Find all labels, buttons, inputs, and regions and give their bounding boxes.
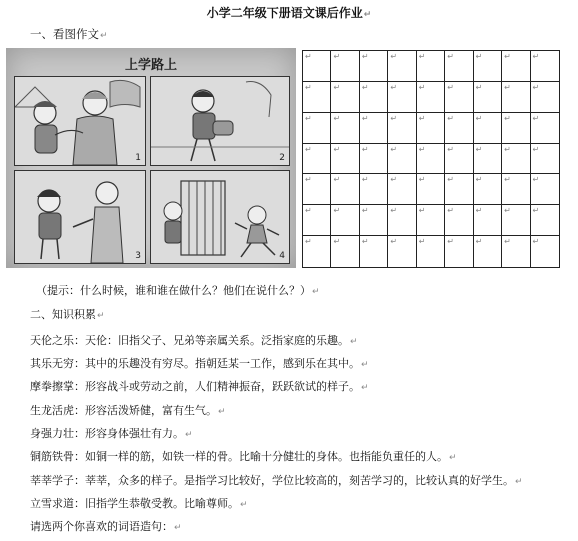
grid-cell[interactable]: ↵: [360, 205, 388, 236]
girl-and-man-illustration: [15, 171, 145, 263]
section-2-heading: 二、知识积累↵: [30, 308, 105, 321]
grid-cell[interactable]: ↵: [303, 113, 331, 144]
grid-cell[interactable]: ↵: [331, 51, 359, 82]
grid-cell[interactable]: ↵: [445, 236, 473, 267]
entry-line: 立雪求道：旧指学生恭敬受教。比喻尊师。↵: [30, 497, 248, 510]
grid-cell[interactable]: ↵: [388, 236, 416, 267]
comic-panel-3: [14, 170, 146, 264]
sentence-prompt: 请选两个你喜欢的词语造句：↵: [30, 520, 182, 533]
grid-cell[interactable]: ↵: [531, 113, 559, 144]
panel-number: 4: [279, 251, 285, 261]
grid-cell[interactable]: ↵: [303, 205, 331, 236]
panel-number: 2: [279, 153, 285, 163]
grid-cell[interactable]: ↵: [531, 82, 559, 113]
grid-cell[interactable]: ↵: [388, 82, 416, 113]
grid-cell[interactable]: ↵: [417, 174, 445, 205]
document-title: 小学二年级下册语文课后作业↵: [206, 6, 372, 20]
grid-cell[interactable]: ↵: [303, 236, 331, 267]
grid-cell[interactable]: ↵: [474, 82, 502, 113]
grid-cell[interactable]: ↵: [474, 205, 502, 236]
entry-line: 铜筋铁骨：如铜一样的筋，如铁一样的骨。比喻十分健壮的身体。也指能负重任的人。↵: [30, 450, 457, 463]
grid-cell[interactable]: ↵: [331, 236, 359, 267]
grid-cell[interactable]: ↵: [417, 236, 445, 267]
grid-cell[interactable]: ↵: [331, 82, 359, 113]
entry-line: 生龙活虎：形容活泼矫健，富有生气。↵: [30, 404, 226, 417]
grid-cell[interactable]: ↵: [360, 236, 388, 267]
grid-cell[interactable]: ↵: [502, 144, 530, 175]
grid-cell[interactable]: ↵: [331, 144, 359, 175]
entry-line: 天伦之乐：天伦：旧指父子、兄弟等亲属关系。泛指家庭的乐趣。↵: [30, 334, 358, 347]
grid-cell[interactable]: ↵: [502, 205, 530, 236]
grid-cell[interactable]: ↵: [303, 82, 331, 113]
comic-panel-4: [150, 170, 290, 264]
grid-cell[interactable]: ↵: [360, 82, 388, 113]
entry-line: 身强力壮：形容身体强壮有力。↵: [30, 427, 193, 440]
grandma-and-girl-illustration: [15, 77, 145, 165]
grid-cell[interactable]: ↵: [417, 113, 445, 144]
grid-cell[interactable]: ↵: [303, 144, 331, 175]
grid-cell[interactable]: ↵: [303, 51, 331, 82]
grid-cell[interactable]: ↵: [474, 144, 502, 175]
entry-line: 莘莘学子：莘莘，众多的样子。是指学习比较好，学位比较高的，刻苦学习的，比较认真的好学生。↵: [30, 474, 523, 487]
section-1-heading: 一、看图作文↵: [30, 27, 108, 41]
grid-cell[interactable]: ↵: [303, 174, 331, 205]
grid-cell[interactable]: ↵: [360, 144, 388, 175]
grid-cell[interactable]: ↵: [474, 51, 502, 82]
grid-cell[interactable]: ↵: [531, 144, 559, 175]
entry-line: 摩拳擦掌：形容战斗或劳动之前，人们精神振奋，跃跃欲试的样子。↵: [30, 380, 369, 393]
grid-cell[interactable]: ↵: [445, 174, 473, 205]
grid-cell[interactable]: ↵: [531, 51, 559, 82]
entry-line: 其乐无穷：其中的乐趣没有穷尽。指朝廷某一工作，感到乐在其中。↵: [30, 357, 369, 370]
grid-cell[interactable]: ↵: [445, 51, 473, 82]
panel-number: 3: [135, 251, 141, 261]
grid-cell[interactable]: ↵: [331, 174, 359, 205]
panel-number: 1: [135, 153, 141, 163]
school-gate-illustration: [151, 171, 289, 263]
grid-cell[interactable]: ↵: [388, 205, 416, 236]
grid-cell[interactable]: ↵: [417, 51, 445, 82]
hint-text: （提示：什么时候，谁和谁在做什么？他们在说什么？）↵: [36, 284, 320, 297]
girl-walking-illustration: [151, 77, 289, 165]
writing-grid[interactable]: [302, 50, 560, 268]
grid-cell[interactable]: ↵: [502, 236, 530, 267]
grid-cell[interactable]: ↵: [417, 205, 445, 236]
grid-cell[interactable]: ↵: [445, 82, 473, 113]
grid-cell[interactable]: ↵: [502, 113, 530, 144]
picture-composition-image: [6, 48, 296, 268]
grid-cell[interactable]: ↵: [474, 174, 502, 205]
grid-cell[interactable]: ↵: [502, 82, 530, 113]
grid-cell[interactable]: ↵: [474, 113, 502, 144]
grid-cell[interactable]: ↵: [502, 51, 530, 82]
grid-cell[interactable]: ↵: [388, 51, 416, 82]
grid-cell[interactable]: ↵: [388, 113, 416, 144]
grid-cell[interactable]: ↵: [445, 113, 473, 144]
comic-panel-1: [14, 76, 146, 166]
grid-cell[interactable]: ↵: [532, 237, 540, 247]
grid-cell[interactable]: ↵: [360, 113, 388, 144]
grid-cell[interactable]: ↵: [388, 144, 416, 175]
grid-cell[interactable]: ↵: [531, 205, 559, 236]
grid-cell[interactable]: ↵: [417, 82, 445, 113]
grid-cell[interactable]: ↵: [331, 113, 359, 144]
grid-cell[interactable]: ↵: [360, 51, 388, 82]
comic-panel-2: [150, 76, 290, 166]
grid-cell[interactable]: ↵: [502, 174, 530, 205]
grid-cell[interactable]: ↵: [445, 205, 473, 236]
grid-cell[interactable]: ↵: [388, 174, 416, 205]
grid-cell[interactable]: ↵: [360, 174, 388, 205]
grid-cell[interactable]: ↵: [417, 144, 445, 175]
grid-cell[interactable]: ↵: [531, 174, 559, 205]
picture-title: 上学路上: [124, 58, 177, 73]
grid-cell[interactable]: ↵: [474, 236, 502, 267]
grid-cell[interactable]: ↵: [331, 205, 359, 236]
grid-cell[interactable]: ↵: [445, 144, 473, 175]
